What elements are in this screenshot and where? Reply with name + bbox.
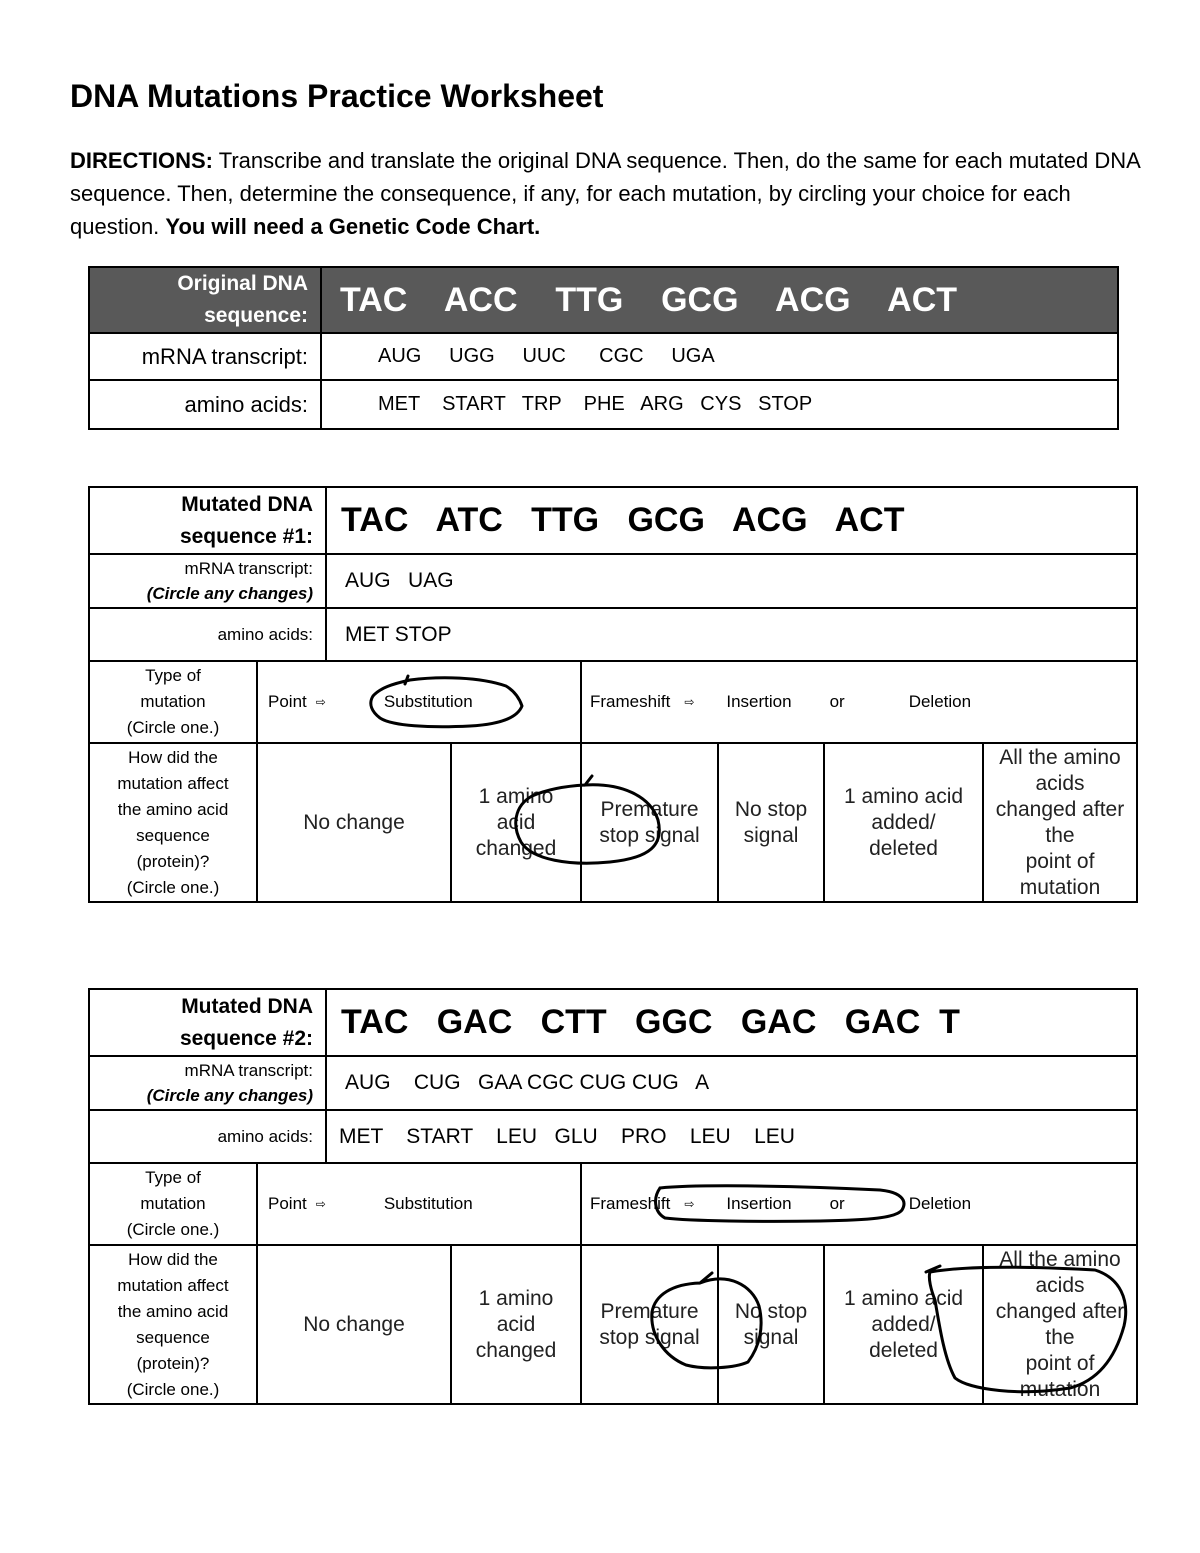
original-amino-label: amino acids: xyxy=(89,380,321,429)
original-mrna-value[interactable]: AUG UGG UUC CGC UGA xyxy=(321,333,1118,380)
affect-label-line: mutation affect xyxy=(117,773,229,793)
mutation1-mrna-label-text: mRNA transcript: xyxy=(184,559,314,578)
mutation2-option-premature-stop[interactable] xyxy=(581,1245,718,1404)
affect-label-line: the amino acid xyxy=(117,1301,229,1321)
original-label-line2: sequence: xyxy=(204,304,308,327)
mutation1-option-one-changed[interactable] xyxy=(451,743,581,902)
directions-bold-note: You will need a Genetic Code Chart. xyxy=(165,214,541,239)
option-line: changed xyxy=(475,836,557,860)
mutation2-option-all-changed[interactable] xyxy=(983,1245,1137,1404)
option-line: changed after the xyxy=(995,1299,1125,1349)
mutation2-amino-value[interactable]: MET START LEU GLU PRO LEU LEU xyxy=(326,1110,1137,1163)
type-label-line: (Circle one.) xyxy=(126,718,220,737)
option-line: acid xyxy=(496,1312,536,1336)
mutation1-frameshift-options xyxy=(581,661,1137,743)
option-line: No change xyxy=(303,810,405,834)
arrow-icon: ⇨ xyxy=(684,695,695,709)
mutation2-insertion[interactable]: Insertion xyxy=(726,1194,792,1213)
original-amino-value[interactable]: MET START TRP PHE ARG CYS STOP xyxy=(321,380,1118,429)
mutation1-sequence: TAC ATC TTG GCG ACG ACT xyxy=(326,487,1137,554)
mutation1-mrna-value[interactable]: AUG UAG xyxy=(326,554,1137,608)
type-label-line: Type of xyxy=(145,1168,201,1187)
mutation1-table xyxy=(88,486,1138,903)
affect-label-line: (protein)? xyxy=(136,1353,210,1373)
mutation2-option-added-deleted[interactable] xyxy=(824,1245,983,1404)
option-line: point of mutation xyxy=(1019,1351,1101,1401)
mutation2-label-line1: Mutated DNA xyxy=(181,994,314,1018)
mutation2-label xyxy=(89,989,326,1056)
mutation1-option-all-changed[interactable] xyxy=(983,743,1137,902)
mutation1-point-options xyxy=(257,661,581,743)
option-line: stop signal xyxy=(599,1325,700,1349)
mutation2-option-no-stop[interactable] xyxy=(718,1245,824,1404)
mutation2-amino-label: amino acids: xyxy=(89,1110,326,1163)
mutation2-point-options xyxy=(257,1163,581,1245)
mutation2-affect-label xyxy=(89,1245,257,1404)
option-line: All the amino acids xyxy=(999,745,1121,795)
original-mrna-label: mRNA transcript: xyxy=(89,333,321,380)
mutation1-point[interactable]: Point xyxy=(268,692,307,711)
type-label-line: Type of xyxy=(145,666,201,685)
type-label-line: mutation xyxy=(140,1194,206,1213)
mutation2-label-line2: sequence #2: xyxy=(179,1026,314,1050)
original-sequence: TAC ACC TTG GCG ACG ACT xyxy=(321,267,1118,333)
mutation1-substitution[interactable]: Substitution xyxy=(383,692,473,711)
option-line: No stop xyxy=(734,797,808,821)
affect-label-line: mutation affect xyxy=(117,1275,229,1295)
mutation2-table xyxy=(88,988,1138,1405)
mutation1-mrna-note: (Circle any changes) xyxy=(146,584,314,603)
mutation2-option-no-change[interactable] xyxy=(257,1245,451,1404)
option-line: Premature xyxy=(600,797,699,821)
mutation2-mrna-note: (Circle any changes) xyxy=(146,1086,314,1105)
affect-label-line: How did the xyxy=(128,747,218,767)
option-line: changed after the xyxy=(995,797,1125,847)
mutation2-frameshift[interactable]: Frameshift xyxy=(590,1194,671,1213)
original-table xyxy=(88,266,1119,430)
option-line: No change xyxy=(303,1312,405,1336)
affect-label-line: sequence xyxy=(136,1327,210,1347)
arrow-icon: ⇨ xyxy=(684,1197,695,1211)
mutation1-affect-label xyxy=(89,743,257,902)
mutation2-deletion[interactable]: Deletion xyxy=(908,1194,972,1213)
mutation1-deletion[interactable]: Deletion xyxy=(908,692,972,711)
affect-label-line: (protein)? xyxy=(136,851,210,871)
mutation1-frameshift[interactable]: Frameshift xyxy=(590,692,671,711)
affect-label-line: the amino acid xyxy=(117,799,229,819)
option-line: deleted xyxy=(869,836,938,860)
option-line: stop signal xyxy=(599,823,700,847)
option-line: 1 amino acid xyxy=(843,1286,964,1310)
option-line: added/ xyxy=(871,1312,936,1336)
option-line: All the amino acids xyxy=(999,1247,1121,1297)
mutation2-or: or xyxy=(829,1194,845,1213)
option-line: deleted xyxy=(869,1338,938,1362)
affect-label-line: (Circle one.) xyxy=(126,877,220,897)
option-line: acid xyxy=(496,810,536,834)
mutation1-mrna-label xyxy=(89,554,326,608)
type-label-line: mutation xyxy=(140,692,206,711)
affect-label-line: sequence xyxy=(136,825,210,845)
mutation2-mrna-label xyxy=(89,1056,326,1110)
type-label-line: (Circle one.) xyxy=(126,1220,220,1239)
mutation1-option-premature-stop[interactable] xyxy=(581,743,718,902)
mutation2-point[interactable]: Point xyxy=(268,1194,307,1213)
page-title: DNA Mutations Practice Worksheet xyxy=(70,78,604,114)
mutation1-or: or xyxy=(829,692,845,711)
mutation1-option-added-deleted[interactable] xyxy=(824,743,983,902)
option-line: 1 amino xyxy=(478,1286,554,1310)
directions-label: DIRECTIONS: xyxy=(70,148,213,173)
option-line: 1 amino acid xyxy=(843,784,964,808)
mutation1-label-line1: Mutated DNA xyxy=(181,492,314,516)
option-line: signal xyxy=(743,1325,799,1349)
option-line: No stop xyxy=(734,1299,808,1323)
option-line: point of mutation xyxy=(1019,849,1101,899)
option-line: signal xyxy=(743,823,799,847)
mutation2-mrna-value[interactable]: AUG CUG GAA CGC CUG CUG A xyxy=(326,1056,1137,1110)
mutation2-sequence: TAC GAC CTT GGC GAC GAC T xyxy=(326,989,1137,1056)
option-line: added/ xyxy=(871,810,936,834)
option-line: 1 amino xyxy=(478,784,554,808)
original-label xyxy=(89,267,321,333)
mutation2-type-label xyxy=(89,1163,257,1245)
mutation2-option-one-changed[interactable] xyxy=(451,1245,581,1404)
mutation1-label-line2: sequence #1: xyxy=(179,524,314,548)
mutation1-option-no-stop[interactable] xyxy=(718,743,824,902)
mutation1-option-no-change[interactable] xyxy=(257,743,451,902)
directions-text: Transcribe and translate the original DNA sequence. Then, do the same for each mutated DNA sequence. Then, determine the consequence, if any, for each mutation, by circling your choice for each question. xyxy=(70,148,1140,239)
option-line: Premature xyxy=(600,1299,699,1323)
mutation1-amino-label: amino acids: xyxy=(89,608,326,661)
mutation1-label xyxy=(89,487,326,554)
mutation2-substitution[interactable]: Substitution xyxy=(383,1194,473,1213)
affect-label-line: How did the xyxy=(128,1249,218,1269)
mutation1-insertion[interactable]: Insertion xyxy=(726,692,792,711)
affect-label-line: (Circle one.) xyxy=(126,1379,220,1399)
mutation2-mrna-label-text: mRNA transcript: xyxy=(184,1061,314,1080)
directions xyxy=(70,144,1140,243)
arrow-icon: ⇨ xyxy=(315,695,326,709)
mutation2-frameshift-options xyxy=(581,1163,1137,1245)
original-label-line1: Original DNA xyxy=(177,272,308,295)
option-line: changed xyxy=(475,1338,557,1362)
arrow-icon: ⇨ xyxy=(315,1197,326,1211)
mutation1-amino-value[interactable]: MET STOP xyxy=(326,608,1137,661)
mutation1-type-label xyxy=(89,661,257,743)
